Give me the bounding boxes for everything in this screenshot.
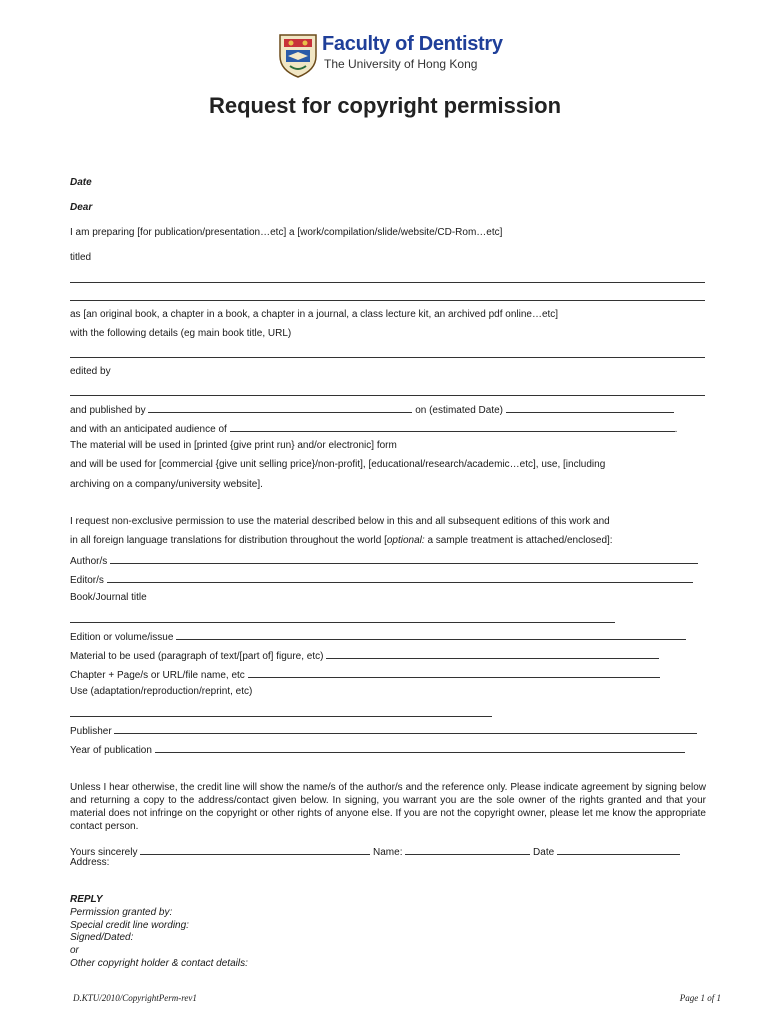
logo-title: Faculty of Dentistry [322, 33, 503, 55]
chapter-blank[interactable] [248, 668, 660, 678]
edition-blank[interactable] [176, 630, 686, 640]
date-label: Date [70, 177, 92, 188]
titled-blank-2[interactable] [70, 300, 705, 301]
year-label: Year of publication [70, 745, 152, 756]
audience-period: . [674, 424, 678, 435]
reply-or: or [70, 945, 79, 956]
published-by-blank[interactable] [148, 403, 412, 413]
request-line-2-start: in all foreign language translations for distribution throughout the world [ [70, 535, 387, 546]
use-label: Use (adaptation/reproduction/reprint, etc) [70, 686, 253, 697]
publisher-row [70, 724, 697, 738]
authors-blank[interactable] [110, 554, 698, 564]
reply-signed: Signed/Dated: [70, 932, 134, 943]
estimated-date-blank[interactable] [506, 403, 674, 413]
authors-label: Author/s [70, 556, 108, 567]
details-line: with the following details (eg main book title, URL) [70, 328, 292, 339]
archiving-line: archiving on a company/university website]. [70, 479, 263, 490]
estimated-date-label: on (estimated Date) [415, 405, 504, 416]
audience-blank[interactable] [230, 422, 675, 432]
audience-row [70, 422, 677, 436]
audience-label: and with an anticipated audience of [70, 424, 227, 435]
material-label: Material to be used (paragraph of text/[part of] figure, etc) [70, 651, 324, 662]
reply-credit-line: Special credit line wording: [70, 920, 189, 931]
details-blank[interactable] [70, 357, 705, 358]
edition-label: Edition or volume/issue [70, 632, 174, 643]
year-blank[interactable] [155, 743, 685, 753]
request-line-1: I request non-exclusive permission to use the material described below in this and all subsequent editions of this work and [70, 516, 610, 527]
hku-crest-logo [276, 32, 320, 78]
book-title-blank[interactable] [70, 622, 615, 623]
signature-blank[interactable] [140, 845, 370, 855]
year-row [70, 743, 685, 757]
editors-row [70, 573, 693, 587]
signature-date-blank[interactable] [557, 845, 680, 855]
dear-label: Dear [70, 202, 93, 213]
request-line-2-end: a sample treatment is attached/enclosed]: [424, 535, 613, 546]
signature-row [70, 845, 680, 859]
published-by-label: and published by [70, 405, 146, 416]
authors-row [70, 554, 698, 568]
edited-by-label: edited by [70, 366, 111, 377]
optional-text: optional: [386, 535, 425, 546]
page-title: Request for copyright permission [208, 93, 562, 118]
request-line-2 [70, 535, 613, 547]
preparing-line: I am preparing [for publication/presentation…etc] a [work/compilation/slide/website/CD-Rom…etc] [70, 227, 503, 238]
titled-blank-1[interactable] [70, 282, 705, 283]
use-blank[interactable] [70, 716, 492, 717]
as-line: as [an original book, a chapter in a book, a chapter in a journal, a class lecture kit, an archived pdf online…etc] [70, 309, 559, 320]
reply-heading: REPLY [70, 894, 103, 905]
name-blank[interactable] [405, 845, 530, 855]
published-by-row [70, 403, 674, 417]
edited-by-blank[interactable] [70, 395, 705, 396]
material-use-line: The material will be used in [printed {give print run} and/or electronic] form [70, 440, 397, 451]
editors-label: Editor/s [70, 575, 104, 586]
name-label: Name: [373, 847, 403, 858]
used-for-line: and will be used for [commercial {give unit selling price}/non-profit], [educational/research/academic…etc], use, [including [70, 459, 606, 470]
editors-blank[interactable] [107, 573, 693, 583]
footer-page-number: Page 1 of 1 [679, 993, 721, 1003]
book-title-label: Book/Journal title [70, 592, 147, 603]
publisher-label: Publisher [70, 726, 112, 737]
address-label: Address: [70, 857, 110, 868]
logo-subtitle: The University of Hong Kong [324, 57, 478, 71]
publisher-blank[interactable] [114, 724, 697, 734]
chapter-label: Chapter + Page/s or URL/file name, etc [70, 670, 245, 681]
reply-permission: Permission granted by: [70, 907, 173, 918]
credit-paragraph: Unless I hear otherwise, the credit line will show the name/s of the author/s and the reference only. Please indicate agreement by signing below and returning a copy to the address/contact given below. In signing, you warrant you are the sole owner of the rights granted and that your material does not infringe on the copyright or other rights of anyone else. If you are not the copyright owner, please let me know the appropriate contact person. [70, 782, 706, 832]
material-blank[interactable] [326, 649, 659, 659]
titled-label: titled [70, 252, 92, 263]
edition-row [70, 630, 686, 644]
reply-other-holder: Other copyright holder & contact details: [70, 958, 248, 969]
chapter-row [70, 668, 660, 682]
signature-date-label: Date [533, 847, 555, 858]
footer-doc-id: D.KTU/2010/CopyrightPerm-rev1 [73, 993, 197, 1003]
material-row [70, 649, 659, 663]
yours-sincerely-label: Yours sincerely [70, 847, 138, 858]
